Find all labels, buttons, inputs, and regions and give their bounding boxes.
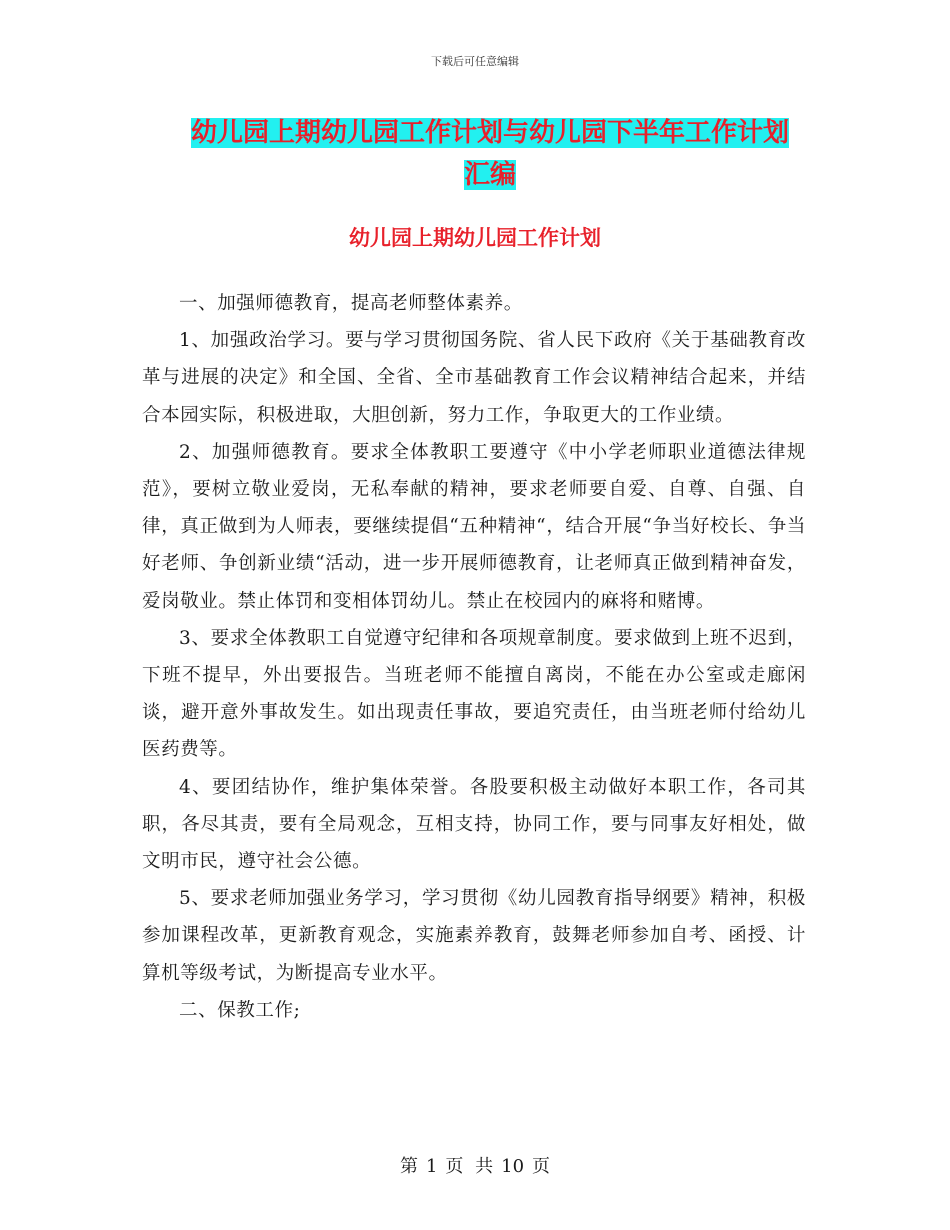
page-footer [0, 1152, 950, 1178]
paragraph: 1、加强政治学习。要与学习贯彻国务院、省人民下政府《关于基础教育改革与进展的决定》和全国、全省、全市基础教育工作会议精神结合起来，并结合本园实际，积极进取，大胆创新，努力工作，争取更大的工作业绩。 [142, 330, 806, 426]
footer-label-page: 第 [399, 1156, 418, 1177]
footer-label-pages: 页 [532, 1156, 551, 1177]
paragraph: 3、要求全体教职工自觉遵守纪律和各项规章制度。要求做到上班不迟到，下班不提早，外出要报告。当班老师不能擅自离岗，不能在办公室或走廊闲谈，避开意外事故发生。如出现责任事故，要追究责任，由当班老师付给幼儿医药费等。 [142, 627, 806, 761]
footer-label-of: 页 共 [445, 1156, 494, 1177]
section-title: 幼儿园上期幼儿园工作计划 [349, 226, 601, 250]
document-title-line2: 汇编 [463, 160, 516, 190]
page-number: 1 [425, 1156, 438, 1177]
document-title-line1: 幼儿园上期幼儿园工作计划与幼儿园下半年工作计划 [190, 118, 789, 148]
paragraph: 2、加强师德教育。要求全体教职工要遵守《中小学老师职业道德法律规范》，要树立敬业爱岗，无私奉献的精神，要求老师要自爱、自尊、自强、自律，真正做到为人师表，要继续提倡“五种精神“，结合开展“争当好校长、争当好老师、争创新业绩“活动，进一步开展师德教育，让老师真正做到精神奋发，爱岗敬业。禁止体罚和变相体罚幼儿。禁止在校园内的麻将和赌博。 [142, 441, 806, 612]
document-title [150, 112, 830, 196]
paragraph: 5、要求老师加强业务学习，学习贯彻《幼儿园教育指导纲要》精神，积极参加课程改革，更新教育观念，实施素养教育，鼓舞老师参加自考、函授、计算机等级考试，为断提高专业水平。 [142, 888, 806, 984]
paragraph: 一、加强师德教育，提高老师整体素养。 [179, 293, 523, 314]
total-pages: 10 [501, 1156, 525, 1177]
paragraph: 4、要团结协作，维护集体荣誉。各股要积极主动做好本职工作，各司其职，各尽其责，要有全局观念，互相支持，协同工作，要与同事友好相处，做文明市民，遵守社会公德。 [142, 776, 806, 873]
paragraph: 二、保教工作; [179, 999, 301, 1021]
body-text [142, 285, 806, 1029]
header-note: 下载后可任意编辑 [431, 55, 519, 68]
